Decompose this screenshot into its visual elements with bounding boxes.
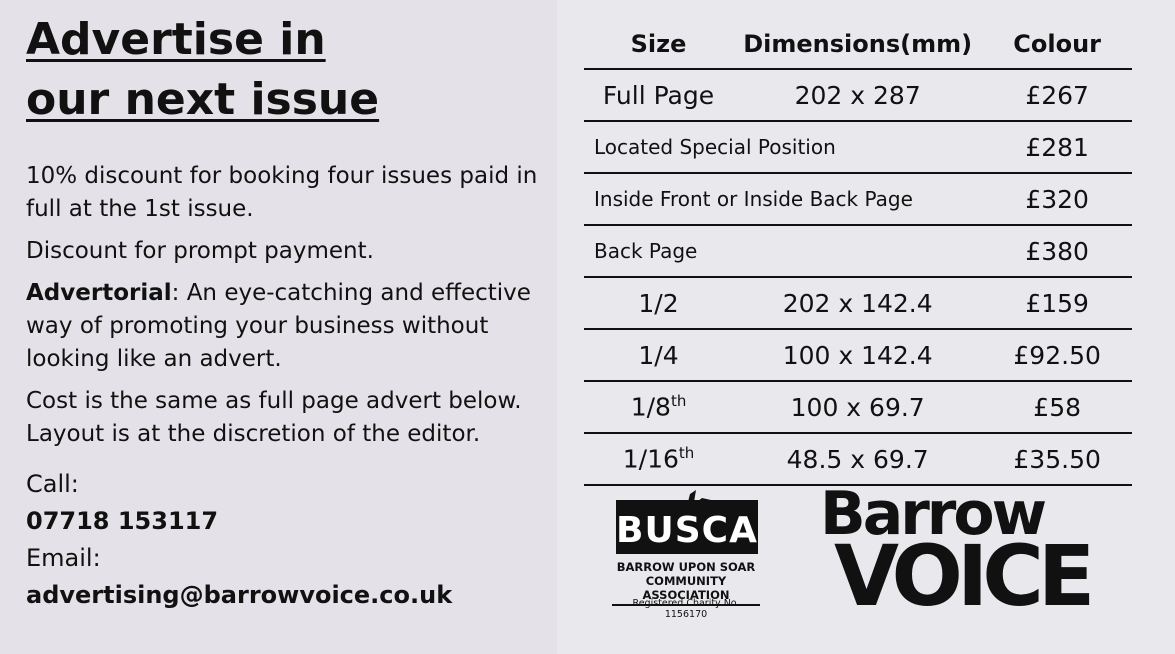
page-title	[26, 10, 546, 130]
busca-line-2: COMMUNITY ASSOCIATION	[612, 574, 760, 606]
table-header-row	[584, 20, 1132, 69]
header-size: Size	[584, 20, 733, 69]
barrow-voice-logo	[820, 479, 1120, 625]
size-cell: 1/4	[584, 329, 733, 381]
table-row	[584, 329, 1132, 381]
price-cell: £281	[982, 121, 1132, 173]
contact-block	[26, 466, 546, 614]
dimensions-cell: 100 x 69.7	[733, 381, 982, 433]
header-colour: Colour	[982, 20, 1132, 69]
table-row	[584, 121, 1132, 173]
dimensions-cell: 48.5 x 69.7	[733, 433, 982, 485]
size-cell: Located Special Position	[584, 121, 982, 173]
size-cell: Inside Front or Inside Back Page	[584, 173, 982, 225]
advert-info	[26, 10, 546, 614]
advertorial-label: Advertorial	[26, 280, 172, 306]
price-cell: £380	[982, 225, 1132, 277]
logo-word-barrow: Barrow	[820, 479, 1045, 549]
price-cell: £58	[982, 381, 1132, 433]
email-address[interactable]: advertising@barrowvoice.co.uk	[26, 581, 453, 609]
busca-wordmark: BUSCA	[616, 500, 758, 554]
busca-logo	[612, 488, 760, 620]
phone-number[interactable]: 07718 153117	[26, 507, 219, 535]
table-row	[584, 225, 1132, 277]
ordinal-suffix: th	[670, 392, 687, 411]
price-cell: £35.50	[982, 433, 1132, 485]
prompt-payment-text: Discount for prompt payment.	[26, 238, 374, 264]
table-row	[584, 433, 1132, 485]
busca-line-1: BARROW UPON SOAR	[616, 560, 756, 574]
title-line-1: Advertise in	[26, 14, 326, 65]
advertorial-text	[26, 277, 546, 376]
call-label: Call:	[26, 470, 79, 498]
price-cell: £159	[982, 277, 1132, 329]
table-row	[584, 277, 1132, 329]
price-cell: £267	[982, 69, 1132, 121]
size-cell: 1/16th	[584, 433, 733, 485]
size-cell: Back Page	[584, 225, 982, 277]
dimensions-cell: 100 x 142.4	[733, 329, 982, 381]
table-row	[584, 69, 1132, 121]
discount-text: 10% discount for booking four issues paid in full at the 1st issue.	[26, 163, 538, 222]
table-row	[584, 173, 1132, 225]
size-cell: Full Page	[584, 69, 733, 121]
title-line-2: our next issue	[26, 74, 380, 125]
email-label: Email:	[26, 544, 101, 572]
dimensions-cell: 202 x 142.4	[733, 277, 982, 329]
advertorial-description: : An eye-catching and effective way of promoting your business without looking like an advert.	[26, 280, 531, 372]
cost-text: Cost is the same as full page advert below. Layout is at the discretion of the editor.	[26, 388, 522, 447]
dimensions-cell: 202 x 287	[733, 69, 982, 121]
price-cell: £92.50	[982, 329, 1132, 381]
ordinal-suffix: th	[678, 444, 695, 463]
table-row	[584, 381, 1132, 433]
size-cell: 1/8th	[584, 381, 733, 433]
price-cell: £320	[982, 173, 1132, 225]
rates-table	[584, 20, 1132, 486]
size-cell: 1/2	[584, 277, 733, 329]
busca-charity-number: Registered Charity No. 1156170	[632, 598, 740, 620]
logo-word-voice: VOICE	[834, 527, 1090, 625]
header-dimensions: Dimensions(mm)	[733, 20, 982, 69]
